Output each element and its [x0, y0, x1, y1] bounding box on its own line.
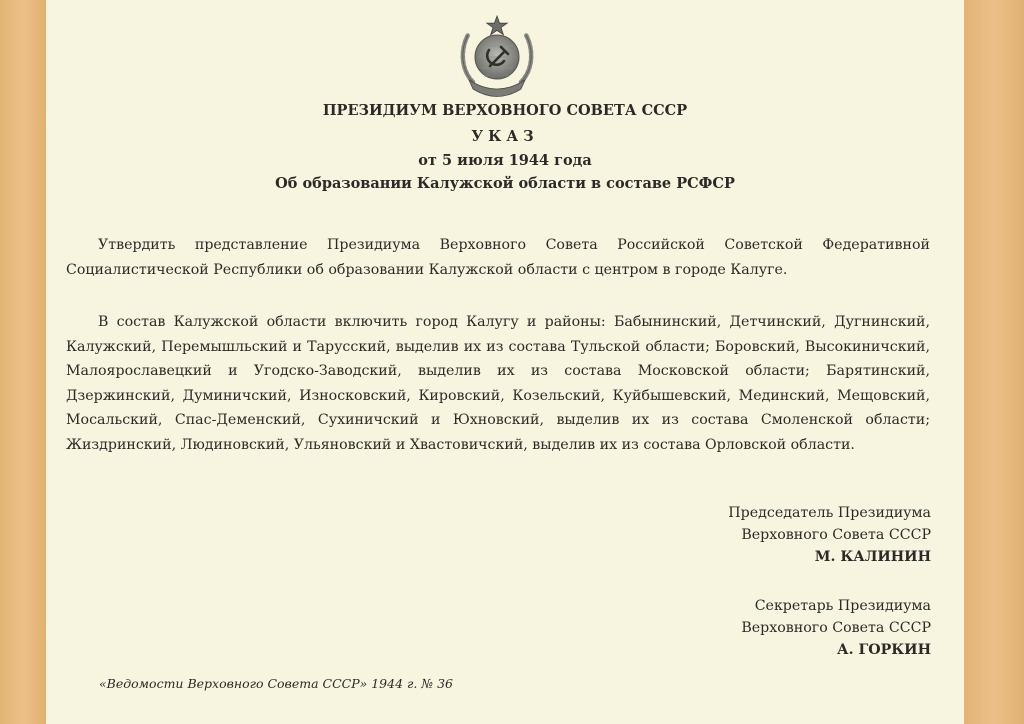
decree-paragraph-1: Утвердить представление Президиума Верховного Совета Российской Советской Федеративной Социалистической Республики об образовании Калужской области с центром в городе Калуге.: [66, 237, 930, 278]
issuing-body-heading: ПРЕЗИДИУМ ВЕРХОВНОГО СОВЕТА СССР: [322, 102, 688, 119]
document-date: от 5 июля 1944 года: [418, 152, 592, 169]
signatory-name: А. ГОРКИН: [837, 642, 931, 658]
signature-block-secretary: [741, 595, 931, 661]
left-decorative-band: [0, 0, 46, 724]
signatory-name: М. КАЛИНИН: [814, 549, 931, 565]
signature-block-chairman: [728, 502, 931, 568]
signature-title-line: Верховного Совета СССР: [741, 620, 931, 636]
decree-paragraph-2: В состав Калужской области включить город Калугу и районы: Бабынинский, Детчинский, Дугнинский, Калужский, Перемышльский и Тарусский, выделив их из состава Тульской области; Боровский, Высокиничский, Малоярославецкий и Угодско-Заводский, выделив их из состава Московской области; Барятинский, Дзержинский, Думиничский, Износковский, Кировский, Козельский, Куйбышевский, Мединский, Мещовский, Мосальский, Спас-Деменский, Сухиничский и Юхновский, выделив их из состава Смоленской области; Жиздринский, Людиновский, Ульяновский и Хвастовичский, выделив их из состава Орловской области.: [66, 314, 930, 453]
document-type-heading: УКАЗ: [471, 128, 539, 145]
ussr-state-emblem-icon: [455, 14, 539, 98]
document-subject: Об образовании Калужской области в составе РСФСР: [275, 175, 735, 192]
signature-title-line: Председатель Президиума: [728, 505, 931, 521]
right-decorative-band: [964, 0, 1024, 724]
signature-title-line: Верховного Совета СССР: [741, 527, 931, 543]
signature-title-line: Секретарь Президиума: [754, 598, 931, 614]
source-citation: «Ведомости Верховного Совета СССР» 1944 г. № 36: [99, 676, 453, 691]
